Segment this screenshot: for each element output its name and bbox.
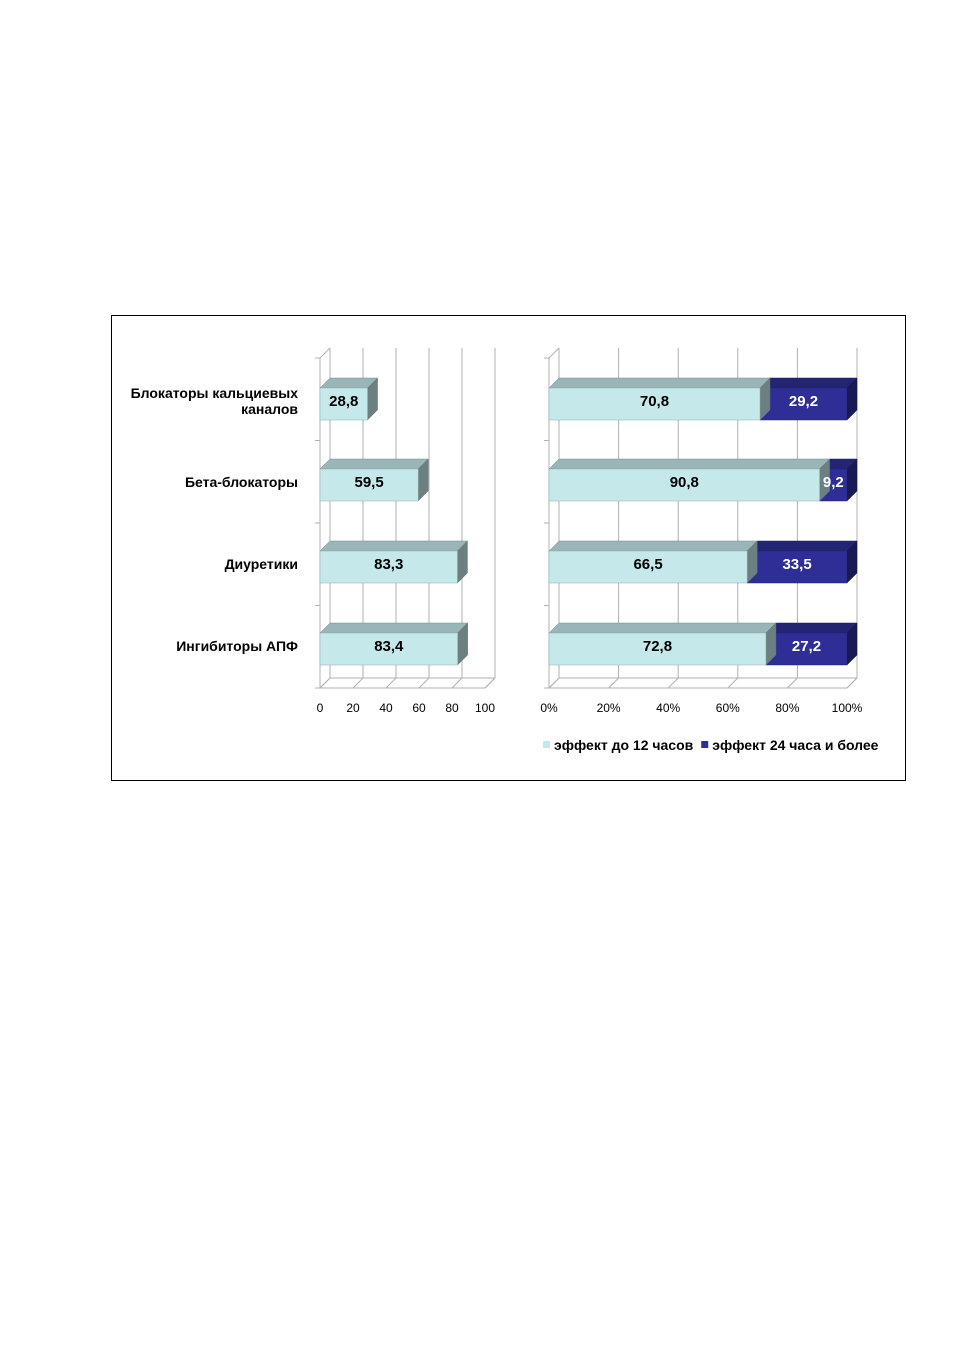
right-axis-floor-left xyxy=(549,678,559,688)
left-axis-floor-gridline xyxy=(386,678,396,688)
right-bar-series-2-top xyxy=(766,623,857,633)
chart-frame xyxy=(111,315,906,781)
right-bar-value-label: 33,5 xyxy=(782,556,812,573)
right-axis-tick-label: 60% xyxy=(715,701,740,715)
legend-swatch xyxy=(701,741,708,748)
right-bar-value-label: 27,2 xyxy=(791,638,822,655)
left-axis-tick-label: 80 xyxy=(445,701,459,715)
left-axis-tick-label: 60 xyxy=(412,701,426,715)
left-axis-floor-gridline xyxy=(419,678,429,688)
left-axis-floor-right xyxy=(485,678,495,688)
right-axis-floor-right xyxy=(847,678,857,688)
right-bar-value-label: 72,8 xyxy=(642,638,673,655)
left-axis-tick-label: 0 xyxy=(316,701,324,715)
left-axis-tick-label: 100 xyxy=(474,701,496,715)
right-bar-series-2-top xyxy=(760,378,857,388)
right-axis-tick-label: 40% xyxy=(656,701,681,715)
legend-swatch xyxy=(543,741,550,748)
left-axis-floor-left xyxy=(320,678,330,688)
right-bar-series-1-top xyxy=(549,378,770,388)
left-bar-value-label: 59,5 xyxy=(354,474,384,491)
left-axis-wall-top xyxy=(320,348,330,358)
left-axis-tick-label: 40 xyxy=(379,701,393,715)
left-axis-tick-label: 20 xyxy=(346,701,360,715)
left-axis-floor-gridline xyxy=(353,678,363,688)
right-bar-series-1-top xyxy=(549,459,830,469)
left-bar-top xyxy=(320,541,467,551)
right-bar-series-1-top xyxy=(549,623,776,633)
chart-svg xyxy=(112,316,905,780)
right-bar-value-label: 29,2 xyxy=(788,393,819,410)
left-bar-top xyxy=(320,623,468,633)
right-axis-floor-gridline xyxy=(609,678,619,688)
right-axis-tick-label: 0% xyxy=(540,701,558,715)
category-label: Бета-блокаторы xyxy=(184,474,298,490)
right-axis-tick-label: 80% xyxy=(775,701,800,715)
right-axis-wall-top xyxy=(549,348,559,358)
category-label: каналов xyxy=(241,401,298,417)
right-axis-tick-label: 100% xyxy=(831,701,863,715)
right-bar-value-label: 66,5 xyxy=(633,556,663,573)
left-bar-top xyxy=(320,459,428,469)
left-bar-value-label: 28,8 xyxy=(329,393,359,410)
right-bar-series-2-top xyxy=(747,541,857,551)
right-axis-floor-gridline xyxy=(787,678,797,688)
legend-label: эффект 24 часа и более xyxy=(712,737,879,753)
right-bar-series-1-top xyxy=(549,541,757,551)
left-bar-value-label: 83,4 xyxy=(374,638,404,655)
left-bar-value-label: 83,3 xyxy=(374,556,404,573)
right-axis-tick-label: 20% xyxy=(596,701,621,715)
right-axis-floor-gridline xyxy=(728,678,738,688)
legend-label: эффект до 12 часов xyxy=(554,737,694,753)
category-label: Ингибиторы АПФ xyxy=(176,638,298,654)
category-label: Диуретики xyxy=(224,556,298,572)
category-label: Блокаторы кальциевых xyxy=(130,385,298,401)
right-bar-value-label: 70,8 xyxy=(639,393,670,410)
right-bar-value-label: 9,2 xyxy=(822,474,844,491)
right-bar-value-label: 90,8 xyxy=(669,474,699,491)
left-axis-floor-gridline xyxy=(452,678,462,688)
right-axis-floor-gridline xyxy=(668,678,678,688)
